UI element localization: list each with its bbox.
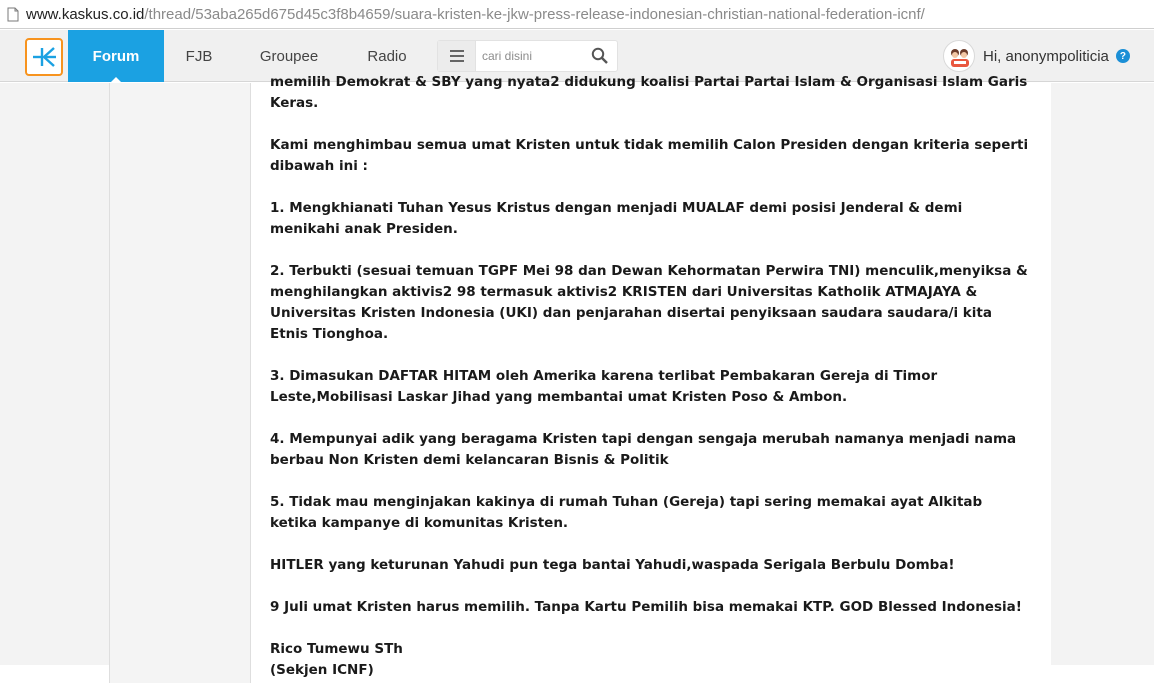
nav-tab-groupee-label: Groupee [259,47,319,65]
url-path: /thread/53aba265d675d45c3f8b4659/suara-kristen-ke-jkw-press-release-indonesian-christian-national-federation-icnf/ [144,5,925,23]
post-paragraph-partial: memilih Demokrat & SBY yang nyata2 didukung koalisi Partai Partai Islam & Organisasi Islam Garis Keras. [270,74,1028,111]
url-text[interactable] [26,6,925,23]
nav-tab-radio-label: Radio [367,47,407,65]
post-point-1: 1. Mengkhianati Tuhan Yesus Kristus dengan menjadi MUALAF demi posisi Jenderal & demi menikahi anak Presiden. [270,200,963,237]
avatar[interactable] [943,40,975,72]
user-greeting[interactable]: Hi, anonympoliticia [983,47,1109,65]
post-viewport [250,74,1050,678]
post-call-to-action: 9 Juli umat Kristen harus memilih. Tanpa Kartu Pemilih bisa memakai KTP. GOD Blessed Indonesia! [270,599,1022,615]
kaskus-logo-icon[interactable] [25,38,63,76]
search-box [437,40,618,72]
post-content [270,72,1030,681]
hamburger-icon [450,50,464,62]
user-menu[interactable] [943,40,1130,72]
post-point-2: 2. Terbukti (sesuai temuan TGPF Mei 98 dan Dewan Kehormatan Perwira TNI) menculik,menyiksa & menghilangkan aktivis2 98 termasuk aktivis2 KRISTEN dari Universitas Katholik ATMAJAYA & Universitas Kristen Indonesia (UKI) dan penjarahan disertai penyiksaan saudara saudara/i kita Etnis Tionghoa. [270,263,1028,342]
help-icon[interactable]: ? [1116,49,1130,63]
nav-tab-forum[interactable] [68,30,164,82]
url-host: www.kaskus.co.id [26,5,145,23]
search-icon[interactable] [591,47,609,65]
nav-tab-fjb-label: FJB [185,47,213,65]
signature-name: Rico Tumewu STh [270,641,403,657]
signature-title: (Sekjen ICNF) [270,662,374,678]
page-icon [7,7,19,22]
search-input[interactable] [482,46,582,66]
address-bar[interactable] [0,0,1154,29]
nav-tab-forum-label: Forum [92,47,140,65]
post-point-4: 4. Mempunyai adik yang beragama Kristen tapi dengan sengaja merubah namanya menjadi nama berbau Non Kristen demi kelancaran Bisnis & Politik [270,431,1017,468]
post-point-3: 3. Dimasukan DAFTAR HITAM oleh Amerika karena terlibat Pembakaran Gereja di Timor Leste,Mobilisasi Laskar Jihad yang membantai umat Kristen Poso & Ambon. [270,368,938,405]
nav-tab-fjb[interactable] [178,30,220,82]
post-warning: HITLER yang keturunan Yahudi pun tega bantai Yahudi,waspada Serigala Berbulu Domba! [270,557,955,573]
menu-button[interactable] [438,41,476,71]
post-point-5: 5. Tidak mau menginjakan kakinya di rumah Tuhan (Gereja) tapi sering memakai ayat Alkitab ketika kampanye di komunitas Kristen. [270,494,983,531]
post-paragraph-intro: Kami menghimbau semua umat Kristen untuk tidak memilih Calon Presiden dengan kriteria seperti dibawah ini : [270,137,1029,174]
active-tab-caret [111,77,121,82]
